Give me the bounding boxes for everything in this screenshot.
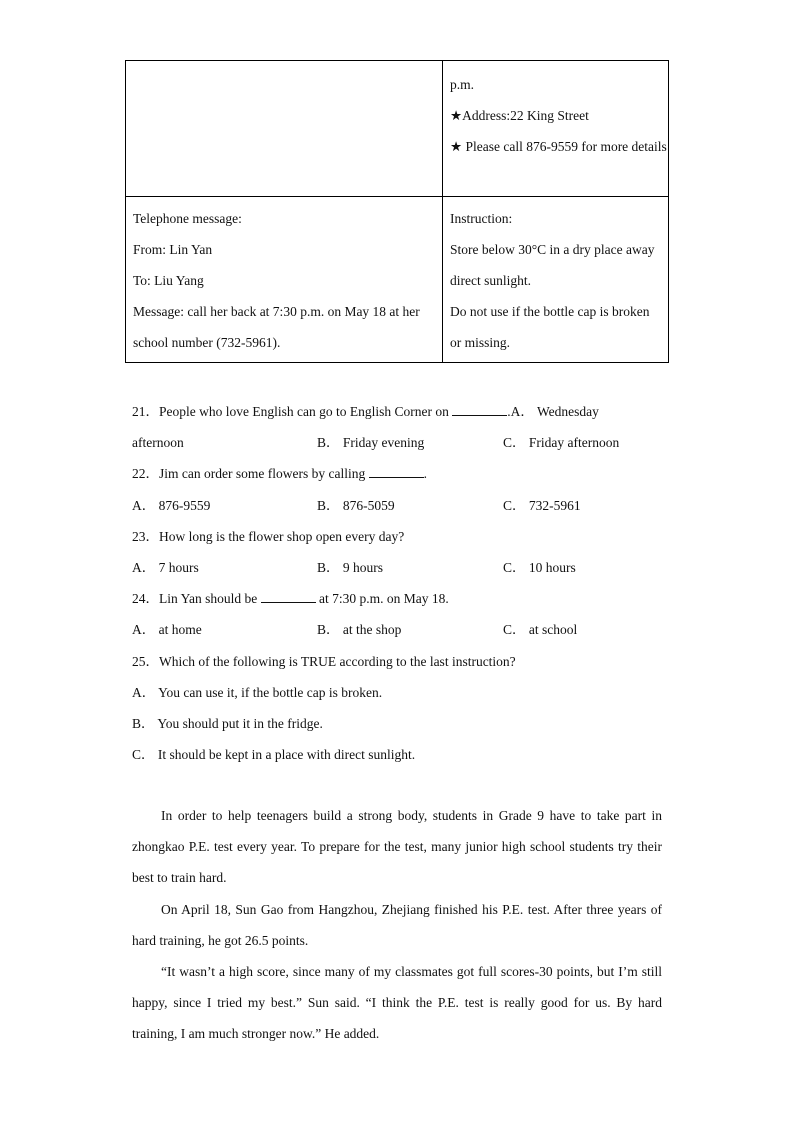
option-b: B． Friday evening [317, 435, 425, 451]
ad-time-line: p.m. [450, 77, 475, 92]
option-a: A． at home [132, 622, 202, 638]
question-21-stem: 21．People who love English can go to English Corner on .A． Wednesday [132, 404, 599, 419]
option-a: A． 876-9559 [132, 497, 211, 513]
instruction-line-3: Do not use if the bottle cap is broken [450, 304, 650, 319]
question-23-stem: 23．How long is the flower shop open every day? [132, 528, 405, 544]
ad-address-line: ★Address:22 King Street [450, 108, 589, 123]
message-body-cont: school number (732-5961). [133, 335, 281, 350]
passage-paragraph-2: On April 18, Sun Gao from Hangzhou, Zhejiang finished his P.E. test. After three years of hard training, he got 26.5 points. [132, 901, 662, 948]
option-a: A． 7 hours [132, 559, 199, 575]
reading-passage [132, 800, 662, 1050]
option-c: C． It should be kept in a place with direct sunlight. [132, 747, 416, 763]
table-cell-top-left [126, 61, 443, 197]
passage-paragraph-3: “It wasn’t a high score, since many of my classmates got full scores-30 points, but I’m still happy, since I tried my best.” Sun said. “I think the P.E. test is really good for us. By hard training, I am much stronger now.” He added. [132, 964, 662, 1042]
question-24-options [132, 614, 672, 645]
instruction-line-1: Store below 30°C in a dry place away [450, 242, 655, 257]
answer-blank [369, 466, 424, 478]
notice-table [125, 60, 669, 363]
option-b: B． at the shop [317, 622, 402, 638]
table-cell-instruction [443, 197, 668, 362]
table-cell-flower-shop-ad [443, 61, 668, 197]
passage-paragraph-1: In order to help teenagers build a strong body, students in Grade 9 have to take part in zhongkao P.E. test every year. To prepare for the test, many junior high school students try their best to train hard. [132, 808, 662, 886]
message-body: Message: call her back at 7:30 p.m. on May 18 at her [133, 304, 420, 319]
option-b: B． You should put it in the fridge. [132, 715, 323, 731]
ad-phone-line: ★ Please call 876-9559 for more details [450, 139, 667, 154]
option-c: C． Friday afternoon [503, 435, 620, 451]
question-25-stem: 25．Which of the following is TRUE according to the last instruction? [132, 653, 516, 669]
question-21-options [132, 427, 672, 458]
question-23-options [132, 552, 672, 583]
instruction-line-2: direct sunlight. [450, 273, 531, 288]
answer-blank [452, 404, 507, 416]
question-24-stem: 24．Lin Yan should be at 7:30 p.m. on May 18. [132, 591, 449, 607]
message-from: From: Lin Yan [133, 242, 213, 257]
option-c: C． 732-5961 [503, 497, 581, 513]
message-title: Telephone message: [133, 211, 242, 226]
option-c: C． 10 hours [503, 559, 576, 575]
option-a: A． You can use it, if the bottle cap is broken. [132, 684, 383, 700]
question-22-options [132, 490, 672, 521]
question-list [132, 396, 672, 770]
table-cell-telephone-message [126, 197, 443, 362]
answer-blank [261, 591, 316, 603]
instruction-title: Instruction: [450, 211, 513, 226]
option-b: B． 876-5059 [317, 497, 395, 513]
option-c: C． at school [503, 622, 578, 638]
message-to: To: Liu Yang [133, 273, 204, 288]
option-b: B． 9 hours [317, 559, 384, 575]
question-22-stem: 22．Jim can order some flowers by calling . [132, 466, 427, 482]
option-a: afternoon [132, 435, 184, 451]
instruction-line-4: or missing. [450, 335, 511, 350]
